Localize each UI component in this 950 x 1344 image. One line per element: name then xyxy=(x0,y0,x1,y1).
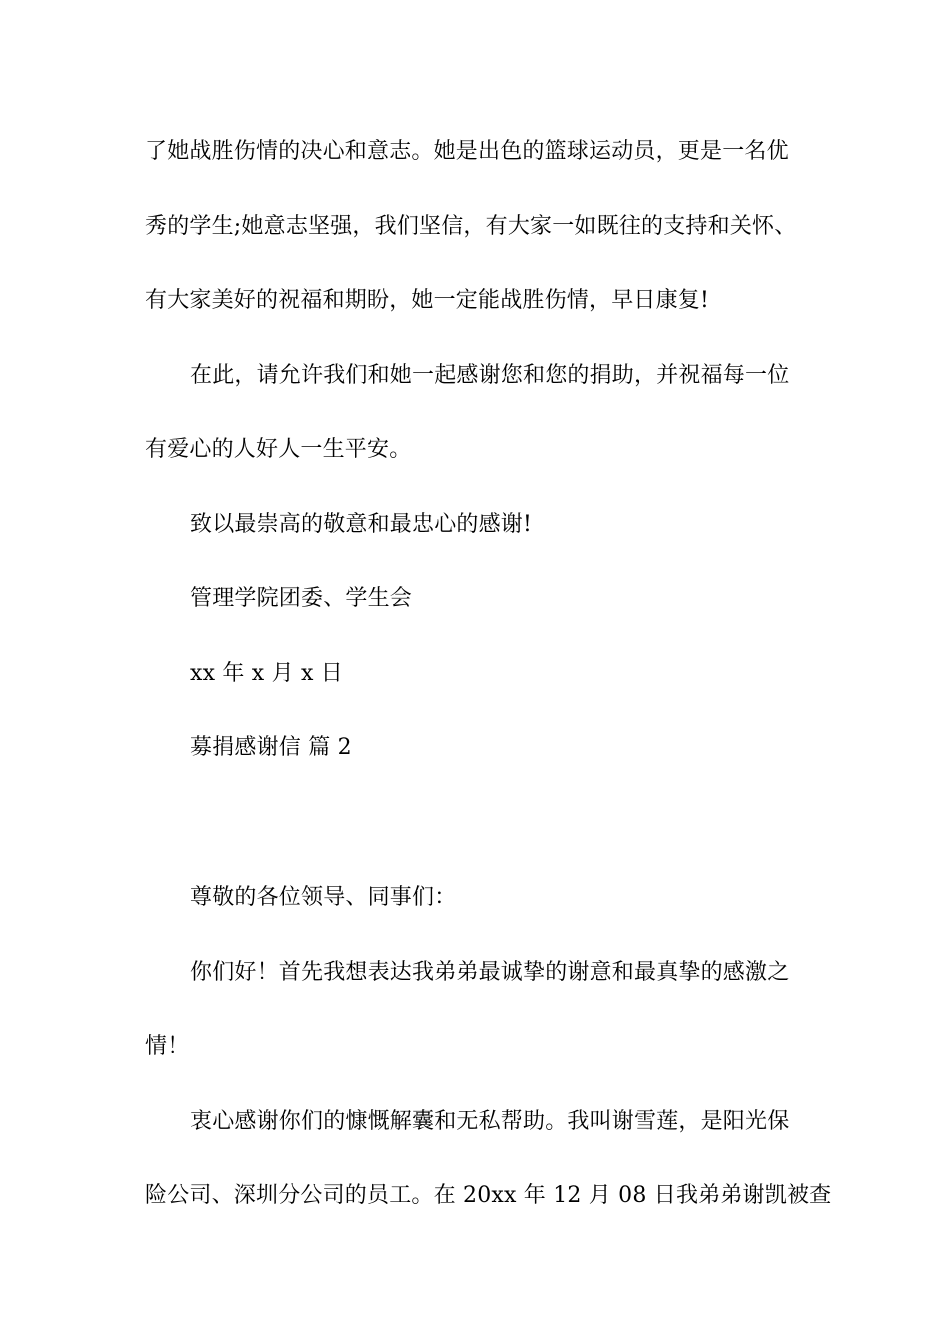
paragraph-line: 在此，请允许我们和她一起感谢您和您的捐助，并祝福每一位 xyxy=(190,363,790,388)
paragraph-line: 秀的学生;她意志坚强，我们坚信，有大家一如既往的支持和关怀、 xyxy=(145,214,797,239)
paragraph-line: 了她战胜伤情的决心和意志。她是出色的篮球运动员，更是一名优 xyxy=(145,139,789,164)
paragraph-line: 险公司、深圳分公司的员工。在 20xx 年 12 月 08 日我弟弟谢凯被查 xyxy=(145,1183,832,1208)
paragraph-line: 衷心感谢你们的慷慨解囊和无私帮助。我叫谢雪莲，是阳光保 xyxy=(190,1109,790,1134)
section-heading: 募捐感谢信 篇 2 xyxy=(190,735,352,760)
paragraph-line: 有爱心的人好人一生平安。 xyxy=(145,437,412,462)
closing-salutation: 致以最崇高的敬意和最忠心的感谢! xyxy=(190,512,533,537)
paragraph-line: 情！ xyxy=(145,1034,190,1059)
signature-organization: 管理学院团委、学生会 xyxy=(190,586,413,611)
paragraph-line: 你们好！首先我想表达我弟弟最诚挚的谢意和最真挚的感激之 xyxy=(190,960,790,985)
paragraph-line: 有大家美好的祝福和期盼，她一定能战胜伤情，早日康复! xyxy=(145,288,710,313)
greeting-line: 尊敬的各位领导、同事们： xyxy=(190,885,457,910)
signature-date: xx 年 x 月 x 日 xyxy=(190,661,343,686)
